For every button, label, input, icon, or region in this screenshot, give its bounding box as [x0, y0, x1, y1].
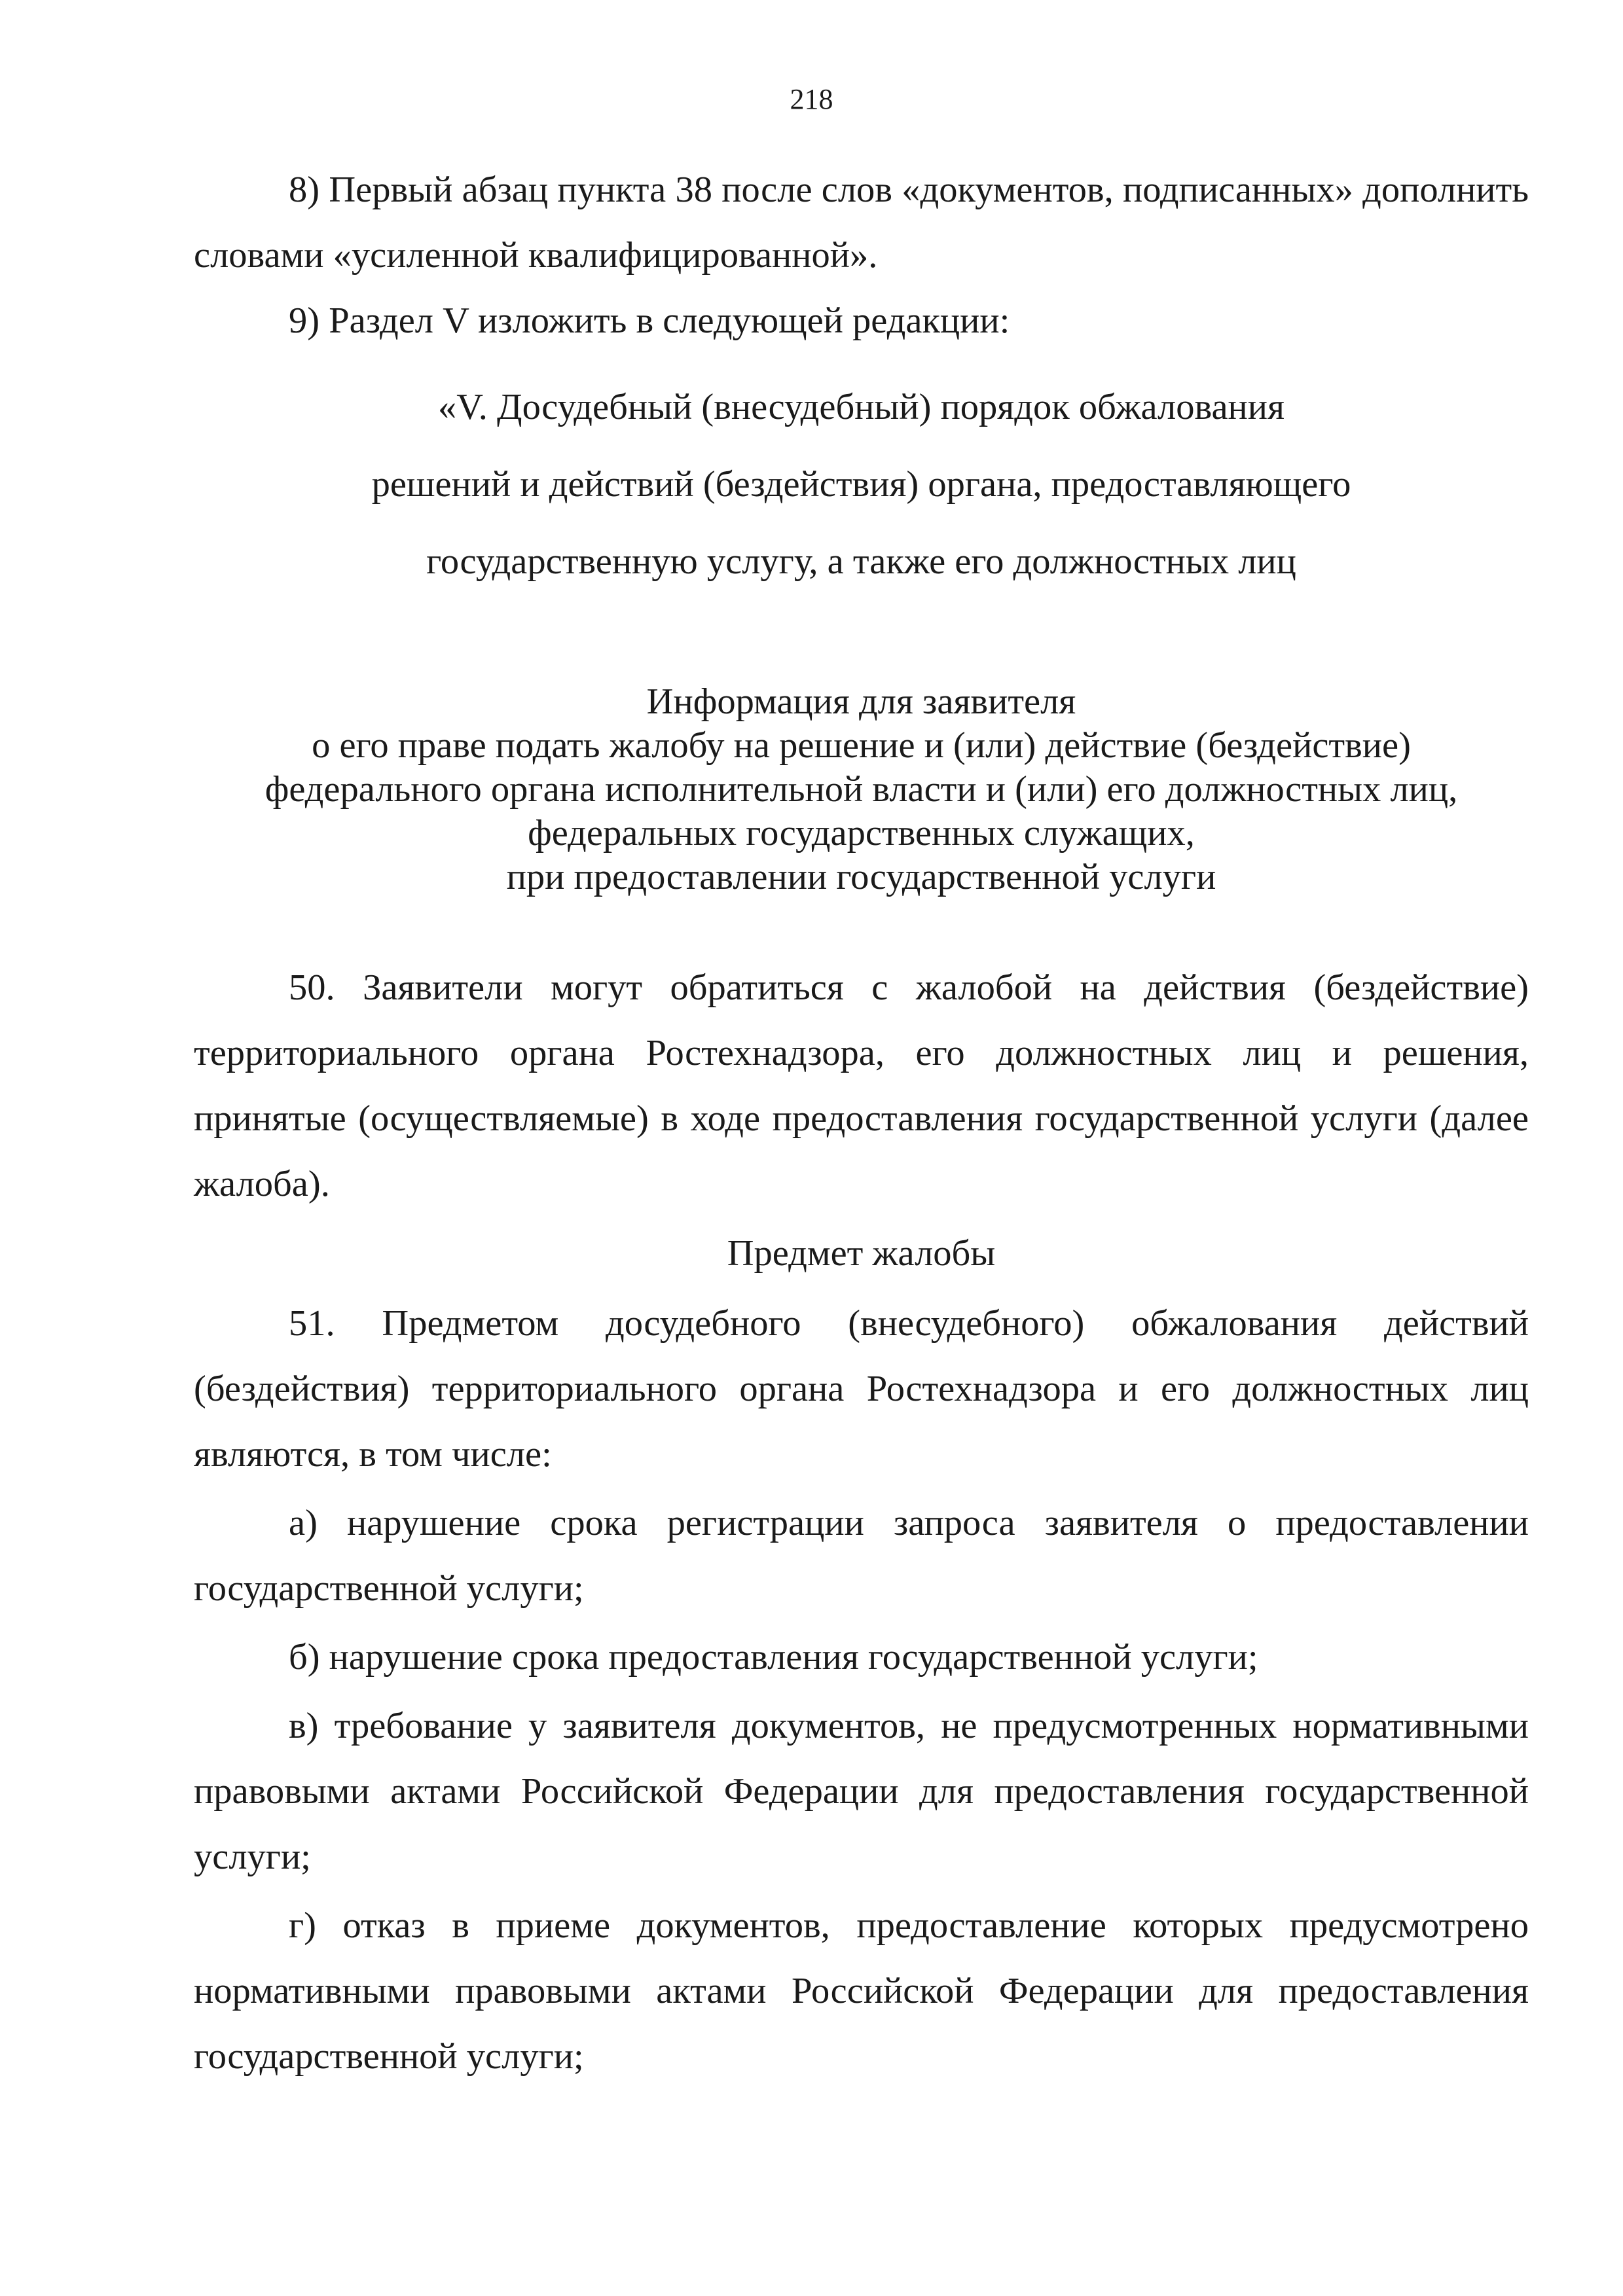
paragraph-50: 50. Заявители могут обратиться с жалобой на действия (бездействие) территориального органа Ростехнадзора, его должностных лиц и решения, принятые (осуществляемые) в ходе предоставления государственной услуги (далее жалоба).	[194, 967, 1529, 1204]
section-title-line: решений и действий (бездействия) органа, предоставляющего	[371, 464, 1351, 505]
complaint-subject-heading: Предмет жалобы	[727, 1233, 996, 1274]
info-heading-line: федерального органа исполнительной власти и (или) его должностных лиц,	[264, 769, 1458, 810]
info-heading-line: о его праве подать жалобу на решение и (или) действие (бездействие)	[312, 725, 1411, 766]
item-8-paragraph: 8) Первый абзац пункта 38 после слов «документов, подписанных» дополнить словами «усиленной квалифицированной».	[194, 170, 1529, 276]
list-item-b: б) нарушение срока предоставления государственной услуги;	[289, 1637, 1258, 1677]
list-item-v: в) требование у заявителя документов, не предусмотренных нормативными правовыми актами Российской Федерации для предоставления государственной услуги;	[194, 1706, 1529, 1877]
item-9-paragraph: 9) Раздел V изложить в следующей редакции:	[289, 300, 1010, 341]
paragraph-51: 51. Предметом досудебного (внесудебного) обжалования действий (бездействия) территориального органа Ростехнадзора и его должностных лиц являются, в том числе:	[194, 1303, 1529, 1475]
section-v-title	[194, 368, 1529, 600]
list-item-g: г) отказ в приеме документов, предоставление которых предусмотрено нормативными правовыми актами Российской Федерации для предоставления государственной услуги;	[194, 1905, 1529, 2077]
document-body	[194, 157, 1529, 2089]
applicant-info-heading	[194, 680, 1529, 899]
info-heading-line: при предоставлении государственной услуги	[506, 857, 1216, 897]
info-heading-line: Информация для заявителя	[646, 681, 1076, 722]
page-number: 218	[790, 83, 833, 115]
info-heading-line: федеральных государственных служащих,	[528, 813, 1195, 853]
section-title-line: государственную услугу, а также его должностных лиц	[426, 541, 1296, 582]
section-title-line: «V. Досудебный (внесудебный) порядок обжалования	[438, 387, 1285, 427]
list-item-a: а) нарушение срока регистрации запроса заявителя о предоставлении государственной услуги;	[194, 1503, 1529, 1609]
